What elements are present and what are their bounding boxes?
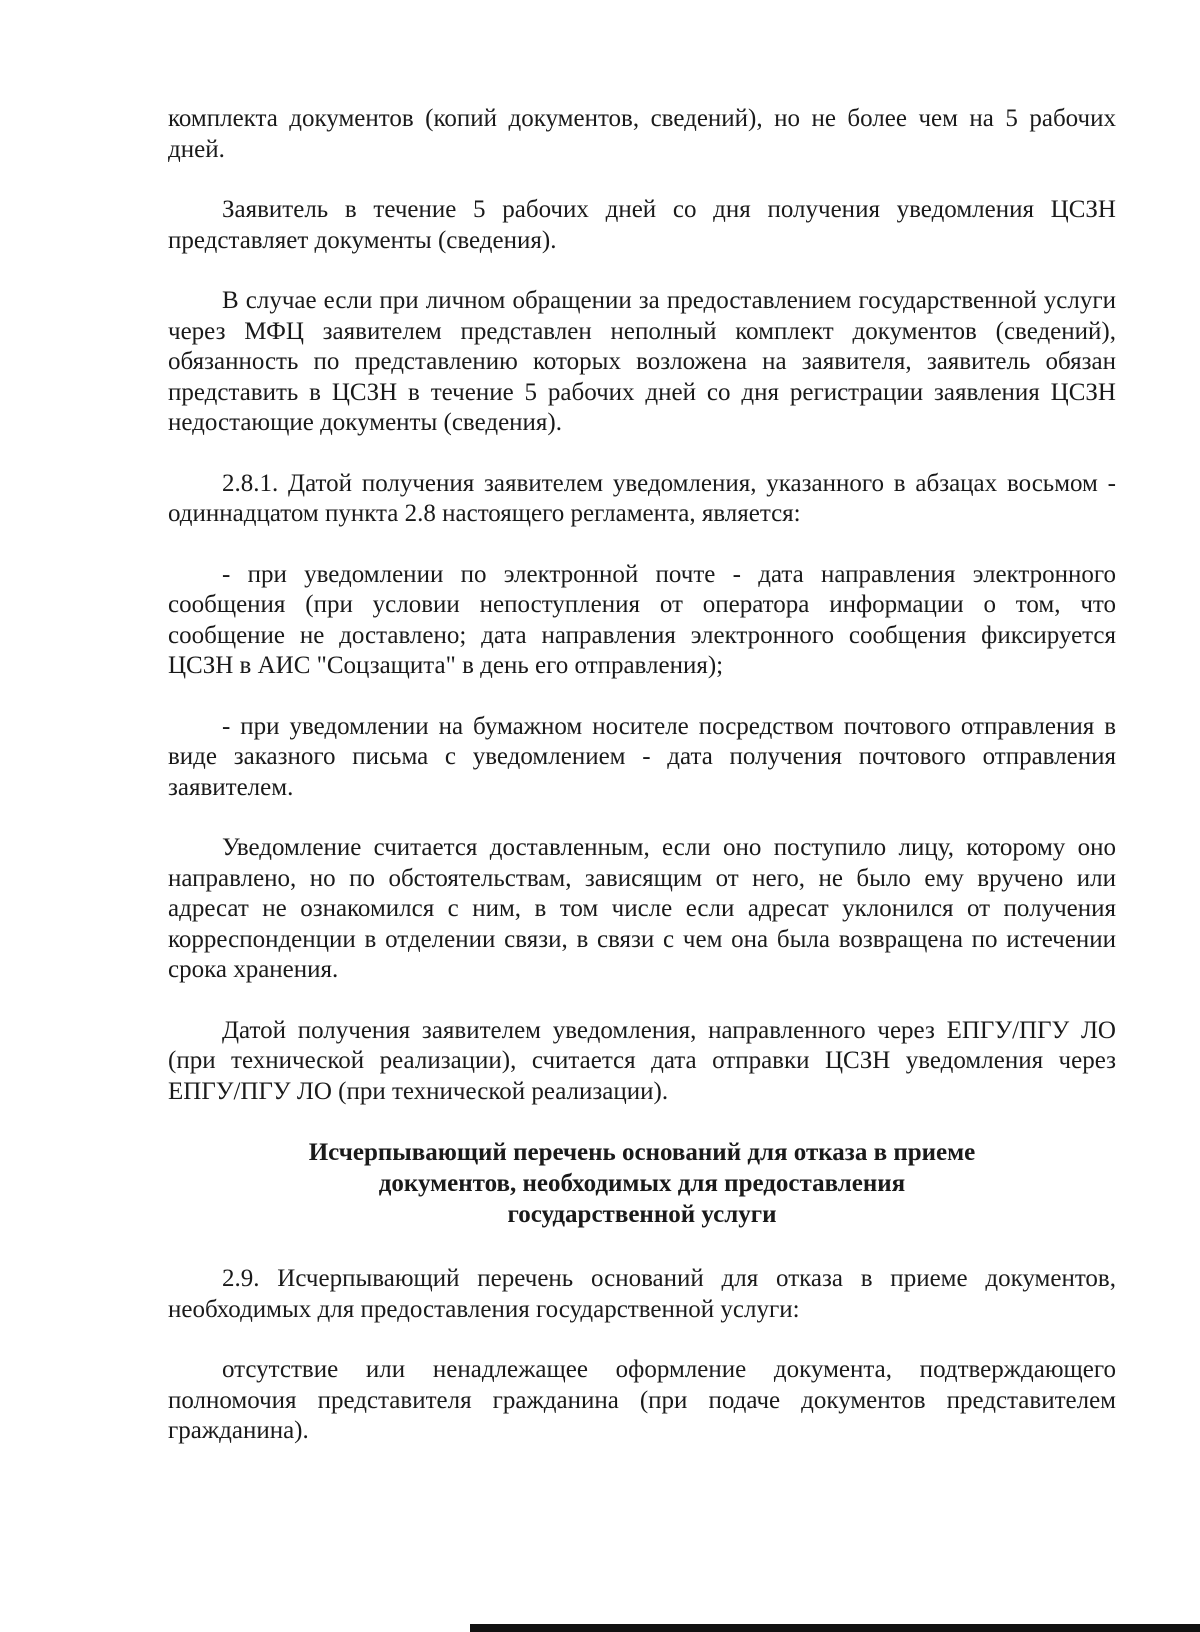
paragraph-applicant-deadline: Заявитель в течение 5 рабочих дней со дня получения уведомления ЦСЗН представляет документы (сведения). [168, 196, 1116, 254]
paragraph-2-8-1: 2.8.1. Датой получения заявителем уведомления, указанного в абзацах восьмом - одиннадцатом пункта 2.8 настоящего регламента, является: [168, 469, 1116, 527]
scan-edge-gap [0, 1624, 470, 1632]
paragraph-continuation: комплекта документов (копий документов, сведений), но не более чем на 5 рабочих дней. [168, 105, 1116, 163]
section-heading-line: Исчерпывающий перечень оснований для отказа в приеме [308, 1139, 976, 1166]
paragraph-delivered: Уведомление считается доставленным, если оно поступило лицу, которому оно направлено, но по обстоятельствам, зависящим от него, не было ему вручено или адресат не ознакомился с ним, в том числе если адресат уклонился от получения корреспонденции в отделении связи, в связи с чем она была возвращена по истечении срока хранения. [168, 834, 1116, 983]
section-heading-line: государственной услуги [507, 1201, 777, 1228]
section-heading-line: документов, необходимых для предоставления [378, 1170, 906, 1197]
paragraph-epgu-date: Датой получения заявителем уведомления, направленного через ЕПГУ/ПГУ ЛО (при технической реализации), считается дата отправки ЦСЗН уведомления через ЕПГУ/ПГУ ЛО (при технической реализации). [168, 1016, 1116, 1105]
paragraph-email-notification: - при уведомлении по электронной почте - дата направления электронного сообщения (при условии непоступления от оператора информации о том, что сообщение не доставлено; дата направления электронного сообщения фиксируется ЦСЗН в АИС "Соцзащита" в день его отправления); [168, 560, 1116, 679]
paragraph-refusal-ground: отсутствие или ненадлежащее оформление документа, подтверждающего полномочия представителя гражданина (при подаче документов представителем гражданина). [168, 1356, 1116, 1444]
paragraph-mfc-incomplete: В случае если при личном обращении за предоставлением государственной услуги через МФЦ заявителем представлен неполный комплект документов (сведений), обязанность по представлению которых возложена на заявителя, заявитель обязан представить в ЦСЗН в течение 5 рабочих дней со дня регистрации заявления ЦСЗН недостающие документы (сведения). [168, 287, 1116, 436]
document-page [168, 104, 1116, 1477]
paragraph-2-9: 2.9. Исчерпывающий перечень оснований для отказа в приеме документов, необходимых для предоставления государственной услуги: [168, 1265, 1116, 1323]
section-heading [168, 1137, 1116, 1230]
paragraph-paper-notification: - при уведомлении на бумажном носителе посредством почтового отправления в виде заказного письма с уведомлением - дата получения почтового отправления заявителем. [168, 712, 1116, 801]
